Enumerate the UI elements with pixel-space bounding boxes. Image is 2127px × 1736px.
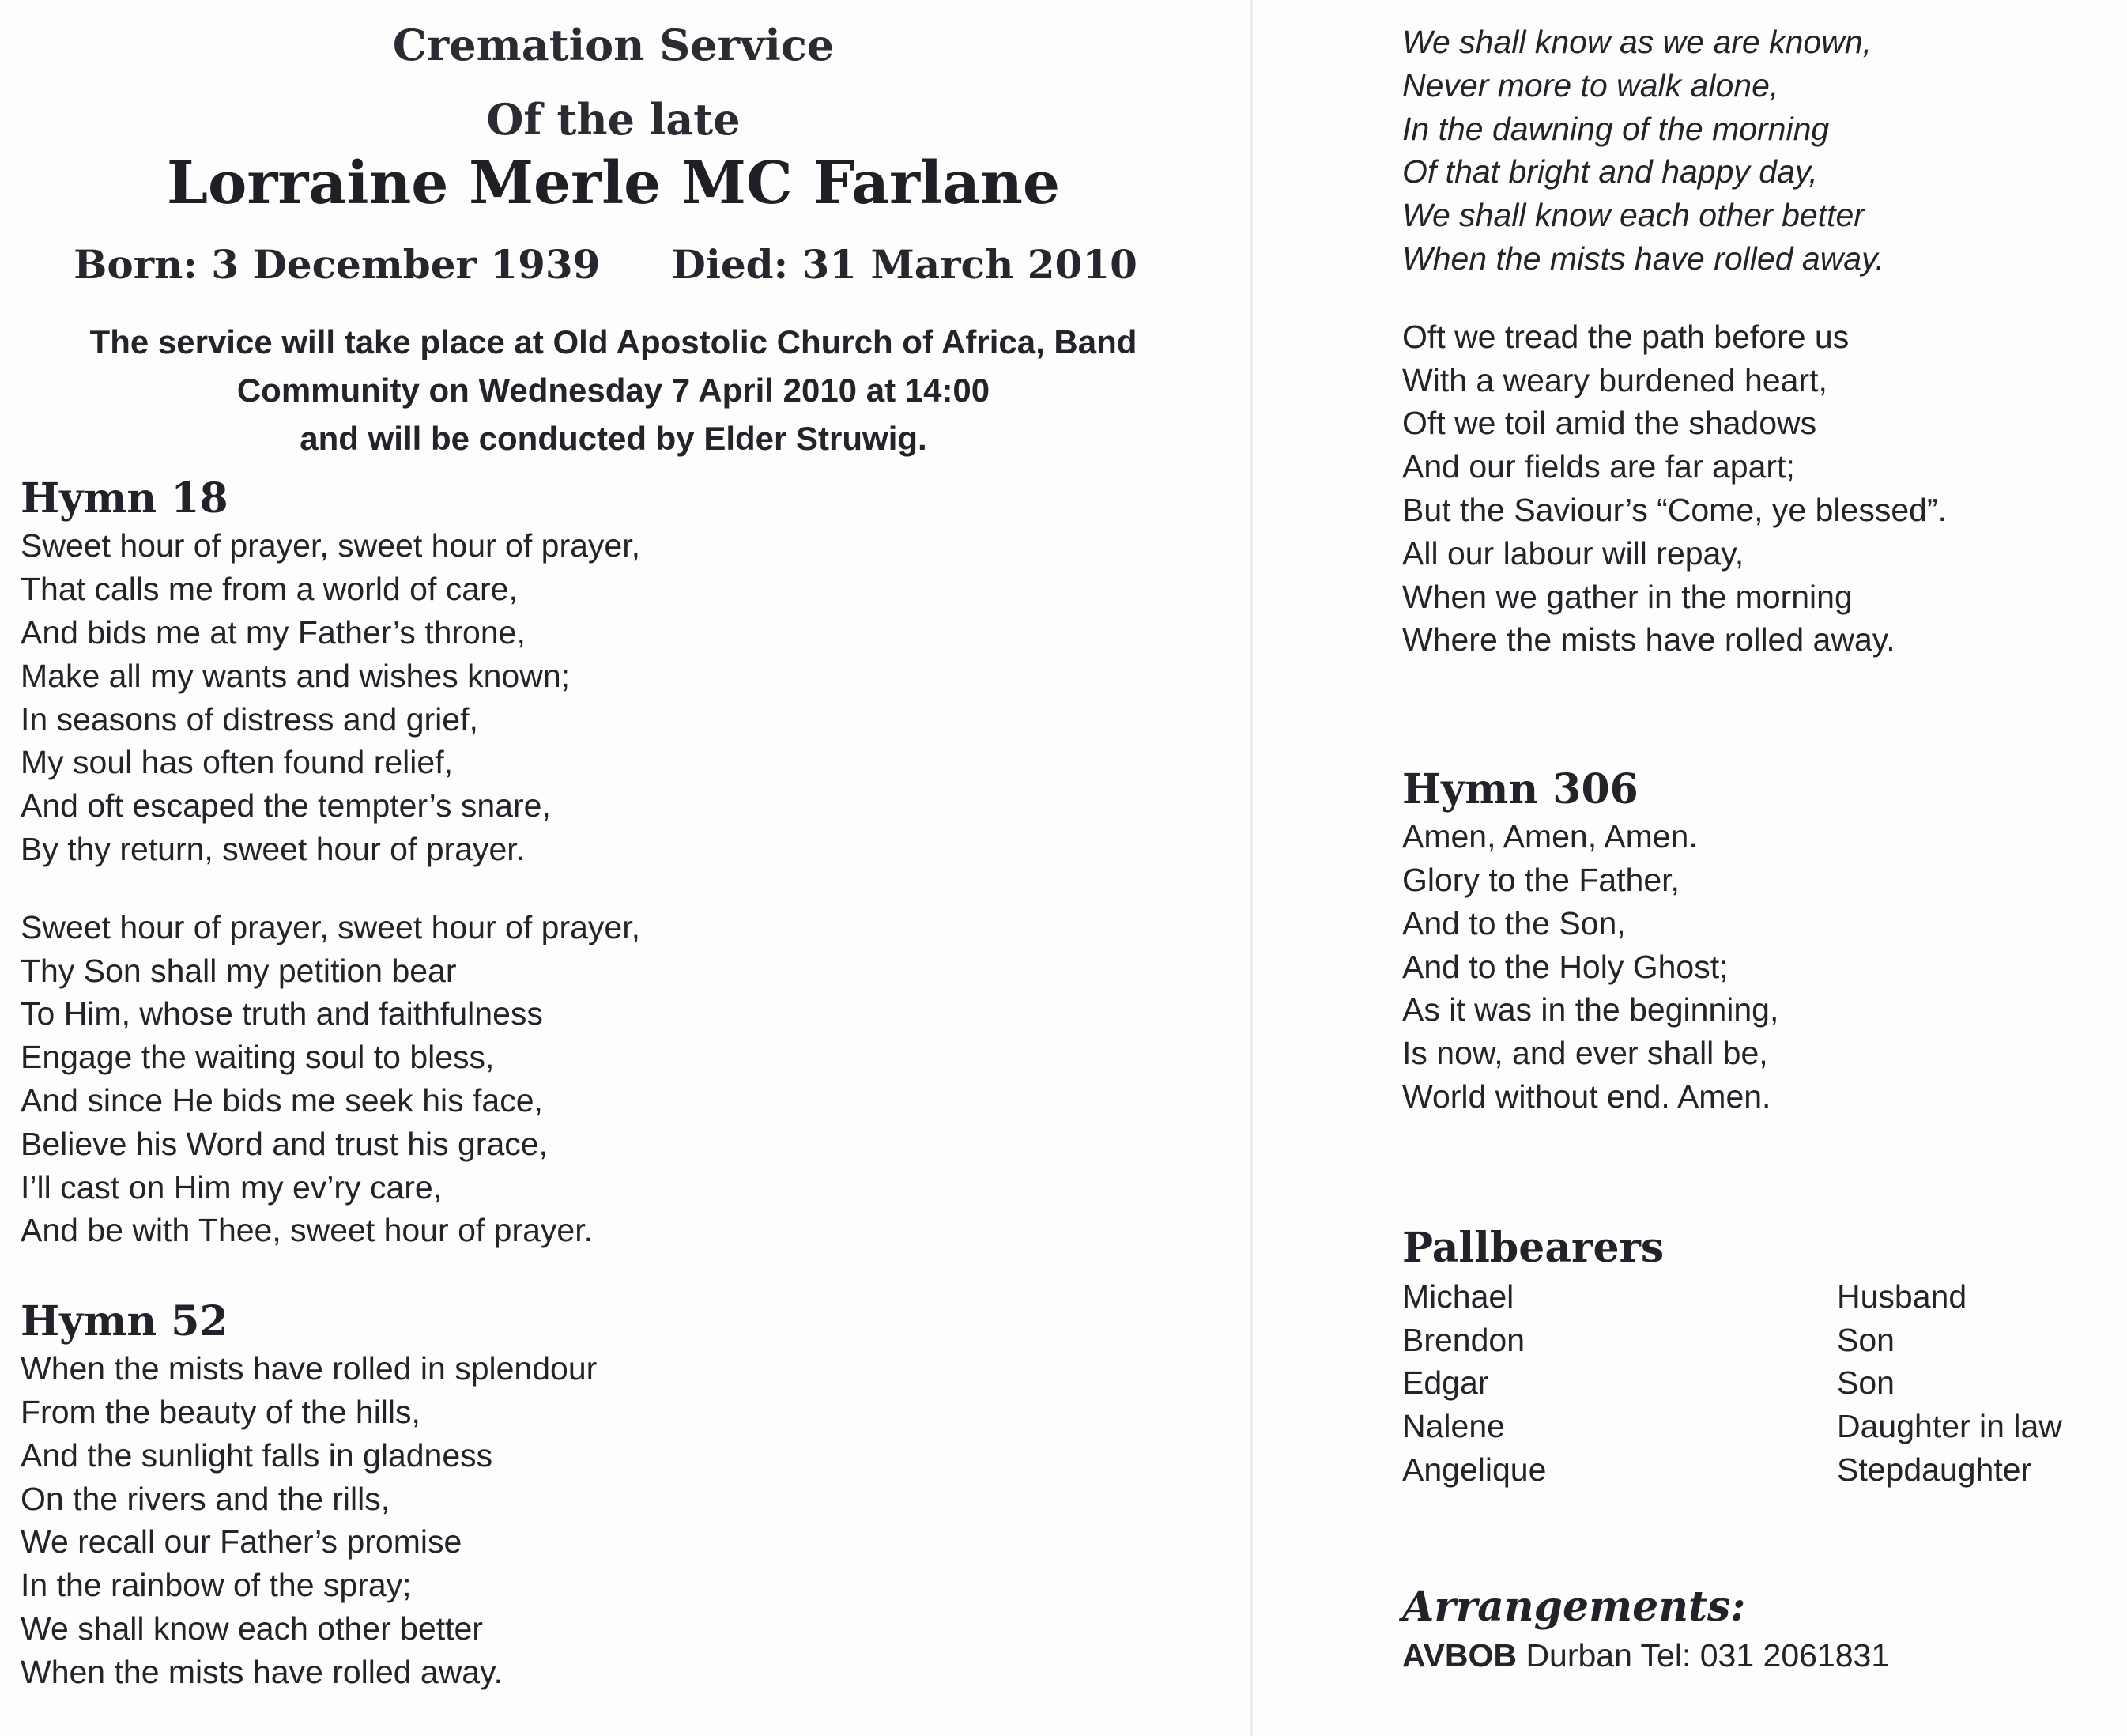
verse-line: Believe his Word and trust his grace, (21, 1125, 548, 1162)
verse-line: Sweet hour of prayer, sweet hour of prayer, (21, 527, 640, 564)
verse-line: On the rivers and the rills, (21, 1480, 390, 1517)
hymn-306 (1402, 765, 2114, 1119)
verse-line: We shall know each other better (21, 1610, 483, 1647)
page-fold (1250, 0, 1253, 1736)
verse-line: Where the mists have rolled away. (1402, 621, 1895, 659)
hymn-52-verse-1 (21, 1347, 1222, 1693)
verse-line: My soul has often found relief, (21, 744, 453, 781)
verse-line: We shall know each other better (1402, 197, 1865, 234)
verse-line: World without end. Amen. (1402, 1077, 1771, 1115)
pallbearer-relation: Son (1837, 1321, 1895, 1358)
verse-line: And bids me at my Father’s throne, (21, 613, 526, 651)
funeral-company-contact: Durban Tel: 031 2061831 (1525, 1636, 1890, 1674)
service-line: Community on Wednesday 7 April 2010 at 14:00 (236, 372, 990, 409)
pallbearer-name: Michael (1402, 1277, 1514, 1315)
pallbearer-relation: Husband (1837, 1277, 1967, 1315)
verse-line: In the rainbow of the spray; (21, 1567, 412, 1604)
hymn-52 (21, 1297, 1222, 1693)
verse-line: When the mists have rolled away. (21, 1653, 503, 1690)
service-line: and will be conducted by Elder Struwig. (300, 420, 927, 458)
pallbearer-relation: Daughter in law (1837, 1408, 2062, 1445)
verse-line: And be with Thee, sweet hour of prayer. (21, 1212, 594, 1249)
hymn-title: Hymn 18 (21, 474, 228, 523)
verse-line: When the mists have rolled away. (1402, 240, 1884, 277)
pallbearer-name: Nalene (1402, 1408, 1505, 1445)
verse-line: In the dawning of the morning (1402, 110, 1830, 147)
deceased-name: Lorraine Merle MC Farlane (167, 149, 1060, 217)
life-dates (21, 241, 1206, 288)
service-line: The service will take place at Old Apostolic Church of Africa, Band (89, 323, 1137, 361)
of-the-late-heading: Of the late (486, 94, 741, 145)
verse-line: And our fields are far apart; (1402, 448, 1795, 485)
service-type-heading: Cremation Service (392, 20, 835, 70)
pallbearer-name: Edgar (1402, 1364, 1489, 1402)
verse-line: By thy return, sweet hour of prayer. (21, 830, 526, 867)
verse-line: And since He bids me seek his face, (21, 1081, 543, 1119)
verse-line: When we gather in the morning (1402, 578, 1853, 615)
verse-line: In seasons of distress and grief, (21, 700, 478, 738)
hymn-52-chorus (1402, 21, 2114, 281)
programme-header (21, 20, 1206, 289)
hymn-52-verse-2 (1402, 315, 2114, 662)
verse-line: We recall our Father’s promise (21, 1523, 462, 1561)
verse-line: I’ll cast on Him my ev’ry care, (21, 1168, 443, 1206)
verse-line: All our labour will repay, (1402, 534, 1744, 572)
verse-line: As it was in the beginning, (1402, 991, 1779, 1028)
verse-line: When the mists have rolled in splendour (21, 1350, 598, 1387)
verse-line: Of that bright and happy day, (1402, 153, 1818, 191)
pallbearer-relation: Stepdaughter (1837, 1451, 2032, 1488)
born-date: Born: 3 December 1939 (74, 241, 601, 289)
verse-line: Is now, and ever shall be, (1402, 1035, 1768, 1072)
verse-line: Thy Son shall my petition bear (21, 952, 457, 989)
verse-line: And the sunlight falls in gladness (21, 1436, 493, 1474)
verse-line: Oft we tread the path before us (1402, 318, 1850, 355)
verse-line: From the beauty of the hills, (21, 1393, 420, 1430)
verse-line: With a weary burdened heart, (1402, 361, 1827, 398)
verse-line: That calls me from a world of care, (21, 571, 518, 608)
arrangements-section (1402, 1582, 2114, 1674)
left-column (21, 20, 1222, 1694)
hymn-18-verse-2 (21, 906, 1222, 1252)
arrangements-title: Arrangements: (1402, 1582, 1746, 1631)
hymn-18-verse-1 (21, 524, 1222, 870)
verse-line: Amen, Amen, Amen. (1402, 818, 1698, 855)
verse-line: We shall know as we are known, (1402, 24, 1872, 60)
pallbearers-list (1402, 1275, 2114, 1492)
verse-line: Engage the waiting soul to bless, (21, 1039, 495, 1076)
pallbearer-name: Brendon (1402, 1321, 1525, 1358)
hymn-title: Hymn 52 (21, 1297, 228, 1346)
pallbearers-title: Pallbearers (1402, 1223, 1665, 1272)
service-details (21, 318, 1206, 462)
verse-line: Glory to the Father, (1402, 861, 1680, 898)
hymn-18 (21, 474, 1222, 1252)
hymn-title: Hymn 306 (1402, 765, 1639, 814)
verse-line: And to the Holy Ghost; (1402, 948, 1729, 985)
funeral-company: AVBOB (1402, 1636, 1518, 1674)
verse-line: And to the Son, (1402, 904, 1626, 942)
verse-line: Never more to walk alone, (1402, 66, 1779, 104)
pallbearers-section (1402, 1223, 2114, 1492)
arrangements-details (1402, 1637, 2114, 1674)
verse-line: To Him, whose truth and faithfulness (21, 995, 543, 1032)
verse-line: And oft escaped the tempter’s snare, (21, 787, 551, 825)
right-column (1402, 21, 2114, 1674)
pallbearer-name: Angelique (1402, 1451, 1547, 1488)
verse-line: But the Saviour’s “Come, ye blessed”. (1402, 491, 1947, 528)
pallbearer-relation: Son (1837, 1364, 1895, 1402)
died-date: Died: 31 March 2010 (671, 241, 1137, 289)
hymn-306-lines (1402, 815, 2114, 1119)
verse-line: Sweet hour of prayer, sweet hour of prayer, (21, 908, 640, 945)
verse-line: Make all my wants and wishes known; (21, 657, 571, 694)
verse-line: Oft we toil amid the shadows (1402, 405, 1817, 442)
